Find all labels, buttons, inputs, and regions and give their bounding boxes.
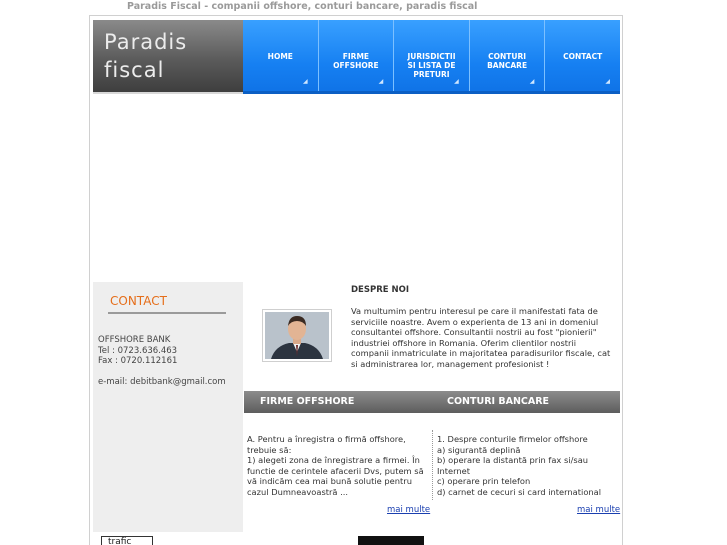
conturi-bancare-title[interactable]: CONTURI BANCARE [447, 396, 550, 407]
nav-item-jurisdictii[interactable] [393, 20, 469, 94]
logo-line-2: fiscal [104, 58, 165, 82]
site-logo[interactable] [93, 20, 243, 92]
nav-underline [243, 91, 620, 94]
logo-divider [93, 92, 243, 94]
nav-label-conturi-bancare: CONTURI BANCARE [487, 52, 528, 70]
traffic-counter-badge[interactable]: trafic [101, 536, 153, 545]
firme-offshore-title[interactable]: FIRME OFFSHORE [260, 396, 355, 407]
company-name: OFFSHORE BANK [98, 335, 171, 345]
more-link-firme[interactable]: mai multe [387, 505, 431, 515]
more-link-conturi[interactable]: mai multe [577, 505, 621, 515]
corner-arrow-icon: ◢ [605, 78, 610, 85]
nav-label-home: HOME [267, 52, 293, 61]
section-bar [244, 391, 620, 413]
firme-offshore-text: A. Pentru a înregistra o firmă offshore, trebuie să: 1) alegeti zona de înregistrare a firmei. În functie de cerintele afacerii Dvs, putem să vă indicăm cea mai bună solutie pentru cazul Dumneavoastră ... [247, 434, 424, 497]
about-heading: DESPRE NOI [351, 285, 410, 295]
nav-label-jurisdictii: JURISDICTII SI LISTA DE PRETURI [407, 52, 456, 79]
phone-number: Tel : 0723.636.463 [98, 346, 178, 356]
column-divider [432, 430, 433, 500]
nav-item-contact[interactable] [544, 20, 620, 94]
conturi-bancare-text: 1. Despre conturile firmelor offshore a) sigurantă deplină b) operare la distantă prin fax si/sau Internet c) operare prin telefon d) carnet de cecuri si card international [437, 434, 602, 497]
fax-number: Fax : 0720.112161 [98, 356, 178, 366]
nav-item-firme-offshore[interactable] [318, 20, 394, 94]
corner-arrow-icon: ◢ [378, 78, 384, 85]
contact-sidebar [93, 282, 243, 532]
sidebar-title: CONTACT [110, 294, 167, 308]
sidebar-divider [108, 312, 226, 314]
logo-line-1: Paradis [104, 30, 188, 54]
email-address[interactable]: e-mail: debitbank@gmail.com [98, 377, 226, 387]
about-text: Va multumim pentru interesul pe care il manifestati fata de serviciile noastre. Avem o experienta de 13 ani in domeniul consultantei offshore. Consultantii nostrii au fost "pionierii" industriei offshore in Romania. Oferim clientilor nostrii companii inmatriculate in majoritatea paradisurilor fiscale, cat si administrarea lor, management profesionist ! [351, 306, 611, 369]
nav-item-home[interactable] [243, 20, 318, 94]
consultant-photo [262, 309, 332, 362]
nav-label-contact: CONTACT [563, 52, 603, 61]
footer-banner[interactable] [358, 536, 424, 545]
person-portrait-icon [265, 312, 329, 359]
corner-arrow-icon: ◢ [302, 78, 308, 85]
corner-arrow-icon: ◢ [454, 78, 459, 85]
page-caption: Paradis Fiscal - companii offshore, conturi bancare, paradis fiscal [127, 1, 478, 12]
nav-label-firme-offshore: FIRME OFFSHORE [333, 52, 379, 70]
main-nav [243, 20, 620, 94]
nav-item-conturi-bancare[interactable] [469, 20, 545, 94]
corner-arrow-icon: ◢ [529, 78, 535, 85]
